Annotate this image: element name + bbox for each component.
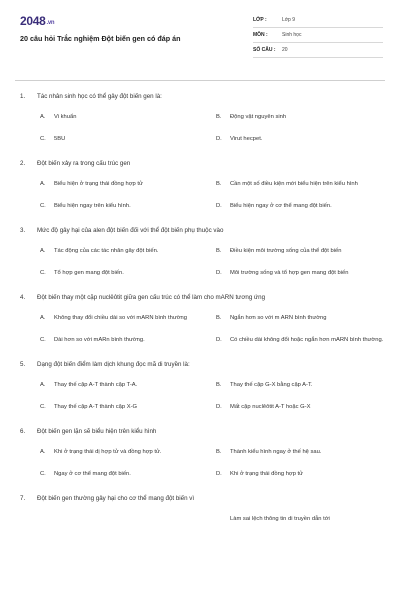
question-item — [20, 289, 384, 350]
option-text: Môi trường sống và tổ hợp gen mang đột biến — [230, 270, 349, 276]
option-text: Biểu hiện ngay trên kiểu hình. — [54, 203, 131, 209]
question-item — [20, 423, 384, 484]
answer-option[interactable] — [40, 442, 208, 462]
meta-row — [253, 13, 383, 28]
option-letter: A. — [40, 114, 46, 120]
answer-option[interactable] — [216, 464, 384, 484]
option-letter: D. — [216, 270, 222, 276]
option-text: Virut hecpet. — [230, 136, 263, 142]
answer-options — [20, 174, 384, 216]
option-letter: C. — [40, 337, 46, 343]
meta-value: Lớp 9 — [282, 17, 296, 23]
option-text: Thay thế cặp G-X bằng cặp A-T. — [230, 382, 313, 388]
question-number: 1. — [20, 93, 26, 100]
meta-value: Sinh học — [282, 32, 302, 38]
answer-option[interactable] — [40, 129, 208, 149]
option-letter: A. — [40, 181, 46, 187]
answer-option[interactable] — [40, 263, 208, 283]
question-stem — [20, 423, 384, 442]
question-text: Đột biến gen lặn sẽ biểu hiện trên kiểu hình — [37, 428, 157, 435]
option-text: Thay thế cặp A-T thành cặp T-A. — [54, 382, 138, 388]
question-item — [20, 490, 384, 529]
meta-row — [253, 28, 383, 43]
site-logo[interactable]: 2048.vn — [20, 14, 55, 28]
answer-option[interactable] — [216, 397, 384, 417]
option-text: Thành kiểu hình ngay ở thế hệ sau. — [230, 449, 322, 455]
answer-option[interactable] — [216, 196, 384, 216]
option-text: 5BU — [54, 136, 66, 142]
option-text: Mất cặp nuclêôtit A-T hoặc G-X — [230, 404, 311, 410]
question-text: Đột biến gen thường gây hại cho cơ thể mang đột biến vì — [37, 495, 195, 502]
answer-option[interactable] — [216, 442, 384, 462]
option-letter: A. — [40, 248, 46, 254]
question-stem — [20, 356, 384, 375]
header-divider — [15, 80, 385, 81]
page-title: 20 câu hỏi Trắc nghiệm Đột biến gen có đáp án — [20, 34, 181, 43]
option-text: Động vật nguyên sinh — [230, 114, 287, 120]
answer-option[interactable] — [40, 107, 208, 127]
question-item — [20, 356, 384, 417]
answer-option[interactable] — [40, 509, 208, 529]
question-stem — [20, 222, 384, 241]
question-stem — [20, 490, 384, 509]
option-letter: B. — [216, 382, 222, 388]
question-list — [20, 88, 384, 535]
answer-option[interactable] — [40, 308, 208, 328]
option-text: Điều kiện môi trường sống của thể đột biến — [230, 248, 342, 254]
option-letter: D. — [216, 203, 222, 209]
question-stem — [20, 289, 384, 308]
option-letter: D. — [216, 404, 222, 410]
option-letter: D. — [216, 136, 222, 142]
option-text: Cần một số điều kiện mới biểu hiện trên kiểu hình — [230, 181, 358, 187]
option-letter: B. — [216, 181, 222, 187]
option-letter: B. — [216, 449, 222, 455]
option-letter: A. — [40, 315, 46, 321]
question-stem — [20, 155, 384, 174]
answer-options — [20, 241, 384, 283]
option-text: Tác động của các tác nhân gây đột biến. — [54, 248, 159, 254]
option-text: Tổ hợp gen mang đột biến. — [54, 270, 124, 276]
worksheet-header — [0, 0, 400, 70]
option-letter: A. — [40, 449, 46, 455]
answer-option[interactable] — [216, 263, 384, 283]
option-letter: C. — [40, 471, 46, 477]
option-text: Ngắn hơn so với m ARN bình thường — [230, 315, 327, 321]
question-text: Mức độ gây hại của alen đột biến đối với thể đột biến phụ thuộc vào — [37, 227, 224, 234]
option-letter: B. — [216, 114, 222, 120]
option-letter: D. — [216, 471, 222, 477]
meta-value: 20 — [282, 47, 288, 53]
meta-info — [253, 13, 383, 58]
answer-option[interactable] — [216, 241, 384, 261]
option-letter: C. — [40, 404, 46, 410]
answer-option[interactable] — [40, 196, 208, 216]
answer-option[interactable] — [216, 375, 384, 395]
answer-options — [20, 442, 384, 484]
answer-options — [20, 308, 384, 350]
answer-option[interactable] — [40, 174, 208, 194]
option-letter: C. — [40, 203, 46, 209]
question-number: 7. — [20, 495, 26, 502]
option-letter: B. — [216, 315, 222, 321]
option-text: Dài hơn so với mARn bình thường. — [54, 337, 145, 343]
question-item — [20, 88, 384, 149]
answer-option[interactable] — [216, 107, 384, 127]
answer-option[interactable] — [216, 129, 384, 149]
question-number: 6. — [20, 428, 26, 435]
option-letter: C. — [40, 270, 46, 276]
answer-option[interactable] — [40, 330, 208, 350]
meta-label: MÔN : — [253, 32, 268, 38]
question-number: 2. — [20, 160, 26, 167]
logo-suffix: .vn — [46, 20, 55, 26]
answer-options — [20, 375, 384, 417]
answer-options — [20, 509, 384, 529]
option-text: Làm sai lệch thông tin di truyền dẫn tới — [230, 516, 330, 522]
meta-label: LỚP : — [253, 17, 267, 23]
option-text: Không thay đổi chiều dài so với mARN bình thường — [54, 315, 187, 321]
question-text: Đột biến thay một cặp nuclêôtit giữa gen cấu trúc có thể làm cho mARN tương ứng — [37, 294, 266, 301]
question-number: 3. — [20, 227, 26, 234]
meta-label: SỐ CÂU : — [253, 47, 276, 53]
option-text: Biểu hiện ở trạng thái đồng hợp tử — [54, 181, 143, 187]
question-text: Tác nhân sinh học có thể gây đột biến gen là: — [37, 93, 162, 100]
option-letter: C. — [40, 136, 46, 142]
question-number: 5. — [20, 361, 26, 368]
option-letter: A. — [40, 382, 46, 388]
option-text: Khi ở trạng thái dị hợp tử và đồng hợp tử. — [54, 449, 162, 455]
answer-option[interactable] — [40, 241, 208, 261]
answer-option[interactable] — [216, 509, 384, 529]
option-text: Ngay ở cơ thể mang đột biến. — [54, 471, 131, 477]
answer-option[interactable] — [216, 330, 384, 350]
option-letter: D. — [216, 337, 222, 343]
option-letter: B. — [216, 248, 222, 254]
answer-option[interactable] — [40, 464, 208, 484]
answer-options — [20, 107, 384, 149]
answer-option[interactable] — [40, 397, 208, 417]
answer-option[interactable] — [40, 375, 208, 395]
question-item — [20, 222, 384, 283]
question-text: Đột biến xảy ra trong cấu trúc gen — [37, 160, 131, 167]
option-text: Khi ở trạng thái đồng hợp tử — [230, 471, 304, 477]
answer-option[interactable] — [216, 174, 384, 194]
meta-row — [253, 43, 383, 58]
question-number: 4. — [20, 294, 26, 301]
option-text: Thay thế cặp A-T thành cặp X-G — [54, 404, 138, 410]
answer-option[interactable] — [216, 308, 384, 328]
option-text: Vi khuẩn — [54, 114, 77, 120]
option-text: Biểu hiện ngay ở cơ thể mang đột biến. — [230, 203, 332, 209]
question-item — [20, 155, 384, 216]
question-text: Dạng đột biến điểm làm dịch khung đọc mã di truyền là: — [37, 361, 190, 368]
question-stem — [20, 88, 384, 107]
option-text: Có chiều dài không đổi hoặc ngắn hơn mARN bình thường. — [230, 337, 384, 343]
